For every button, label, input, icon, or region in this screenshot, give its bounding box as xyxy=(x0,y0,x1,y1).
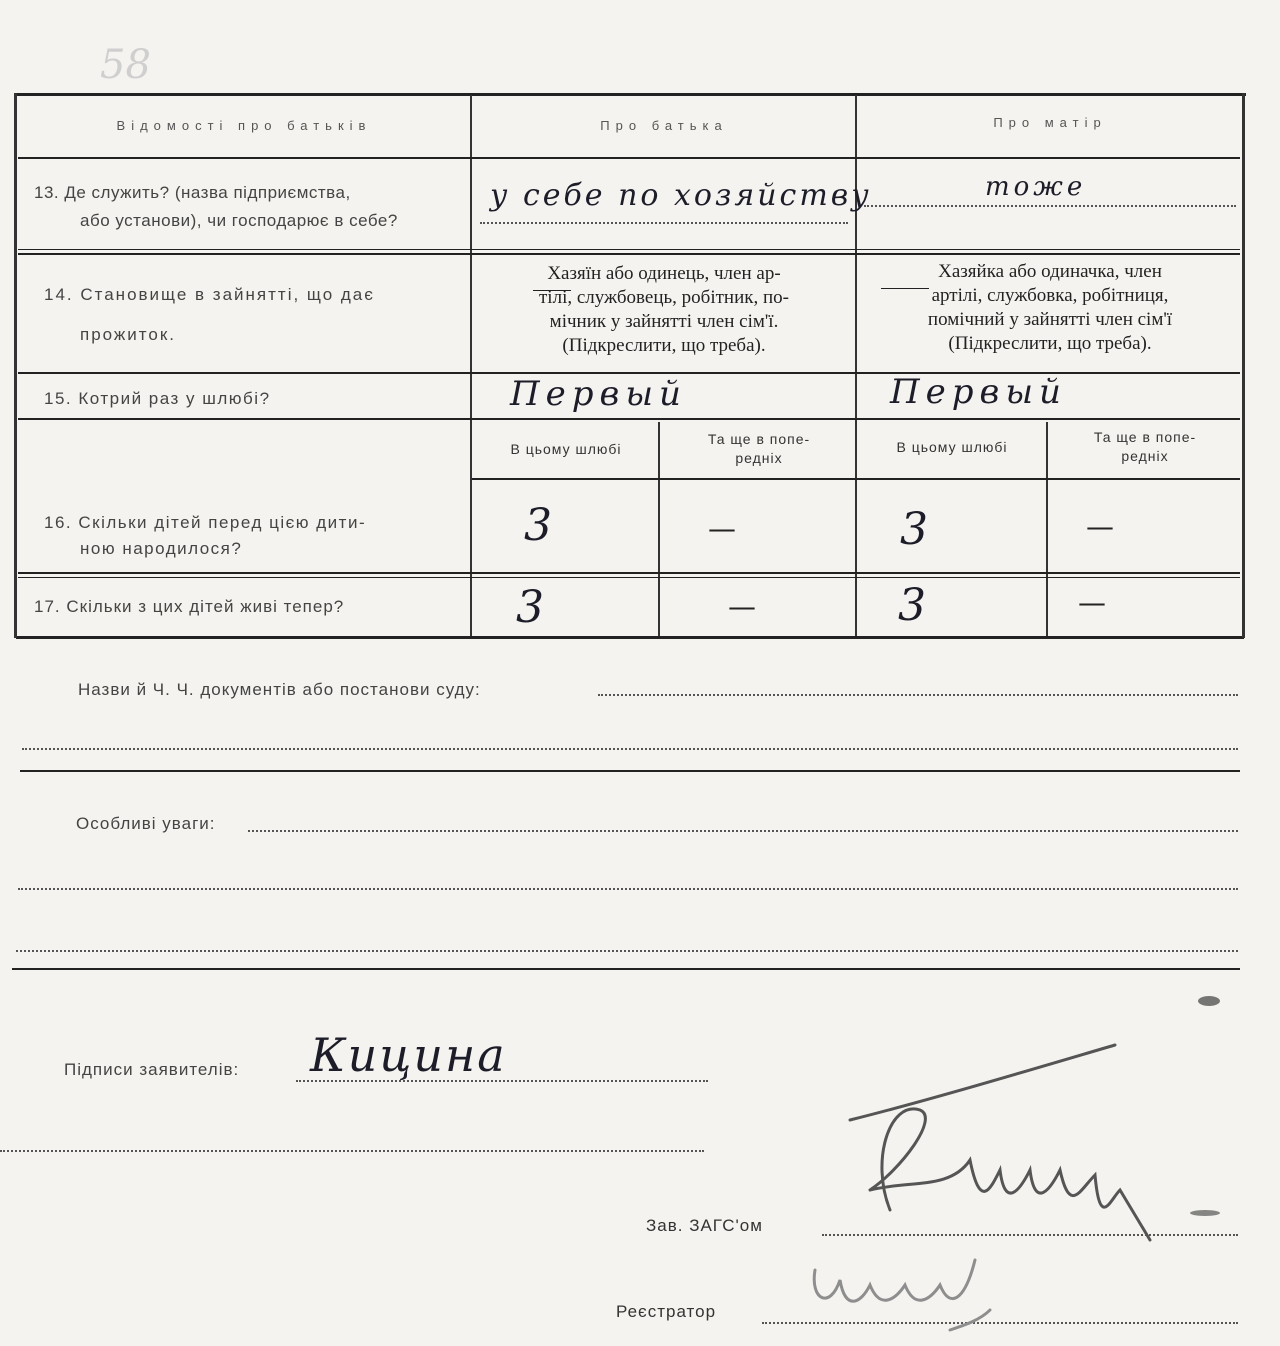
page-number-note: 58 xyxy=(100,42,151,88)
documents-divider xyxy=(20,770,1240,772)
remarks-label: Особливі уваги: xyxy=(76,814,216,833)
header-father: Про батька xyxy=(600,118,728,133)
row15-father-answer: Первый xyxy=(510,374,687,414)
applicant-signature: Кицина xyxy=(310,1028,507,1082)
row17-mother-this-marriage: 3 xyxy=(898,580,926,631)
subheader-mother-previous-line2: редніх xyxy=(1121,448,1169,464)
row14-label-line2: прожиток. xyxy=(80,325,177,344)
remarks-line2 xyxy=(18,888,1238,890)
row13-mother-answer: тоже xyxy=(985,172,1087,202)
row17-father-previous: — xyxy=(728,590,756,623)
subheader-mother-this-marriage: В цьому шлюбі xyxy=(896,439,1008,455)
row14-mother-option1: Хазяйка або одиначка, член xyxy=(938,261,1162,282)
row14-mother-underline xyxy=(881,288,929,289)
row17-mother-previous: — xyxy=(1078,586,1106,619)
documents-line2 xyxy=(22,748,1238,750)
registrar-label: Реєстратор xyxy=(616,1302,717,1321)
remarks-divider xyxy=(12,968,1240,970)
row16-father-this-marriage: 3 xyxy=(524,500,552,551)
row14-mother-option3: помічний у зайнятті член сім'ї xyxy=(927,309,1173,330)
row13-label-line1: 13. Де служить? (назва підприємства, xyxy=(34,183,351,202)
row16-mother-previous: — xyxy=(1086,510,1114,543)
row14-mother-option4: (Підкреслити, що треба). xyxy=(948,333,1152,354)
row14-father-option4: (Підкреслити, що треба). xyxy=(562,335,766,356)
signatures-line2 xyxy=(0,1150,704,1152)
row15-mother-answer: Первый xyxy=(890,372,1067,412)
row14-mother-option2: артілі, службовка, робітниця, xyxy=(931,285,1169,306)
signatures-line1 xyxy=(296,1080,708,1082)
subheader-father-previous-line1: Та ще в попе- xyxy=(707,431,811,447)
row14-father-option2: тілі, службовець, робітник, по- xyxy=(539,287,789,308)
row13-label-line2: або установи), чи господарює в себе? xyxy=(80,211,398,230)
remarks-line1 xyxy=(248,830,1238,832)
head-label: Зав. ЗАГС'ом xyxy=(646,1216,763,1235)
row14-father-option3: мічник у зайнятті член сім'ї. xyxy=(549,311,779,332)
row13-father-answer: у себе по хозяйству xyxy=(490,178,872,213)
row15-label: 15. Котрий раз у шлюбі? xyxy=(44,389,271,408)
row16-label-line2: ною народилося? xyxy=(80,539,243,558)
head-signature xyxy=(830,1040,1190,1260)
row16-mother-this-marriage: 3 xyxy=(900,504,928,555)
registrar-signature xyxy=(800,1240,1000,1340)
paper-mark xyxy=(1190,1210,1220,1216)
remarks-line3 xyxy=(16,950,1238,952)
row16-father-previous: — xyxy=(708,512,736,545)
subheader-father-this-marriage: В цьому шлюбі xyxy=(510,441,622,457)
row14-father-option1: Хазяїн або одинець, член ар- xyxy=(547,263,781,284)
row17-label: 17. Скільки з цих дітей живі тепер? xyxy=(34,597,345,616)
row14-father-underline xyxy=(533,290,571,291)
header-mother: Про матір xyxy=(993,115,1107,130)
row16-label-line1: 16. Скільки дітей перед цією дити- xyxy=(44,513,367,532)
row17-father-this-marriage: 3 xyxy=(516,582,544,633)
row14-label-line1: 14. Становище в зайнятті, що дає xyxy=(44,285,375,304)
documents-line1 xyxy=(598,694,1238,696)
documents-label: Назви й Ч. Ч. документів або постанови суду: xyxy=(78,680,481,699)
subheader-father-previous-line2: редніх xyxy=(735,450,783,466)
subheader-mother-previous-line1: Та ще в попе- xyxy=(1093,429,1197,445)
signatures-label: Підписи заявителів: xyxy=(64,1060,240,1079)
paper-mark xyxy=(1198,996,1220,1006)
header-parents-info: Відомості про батьків xyxy=(116,118,372,133)
